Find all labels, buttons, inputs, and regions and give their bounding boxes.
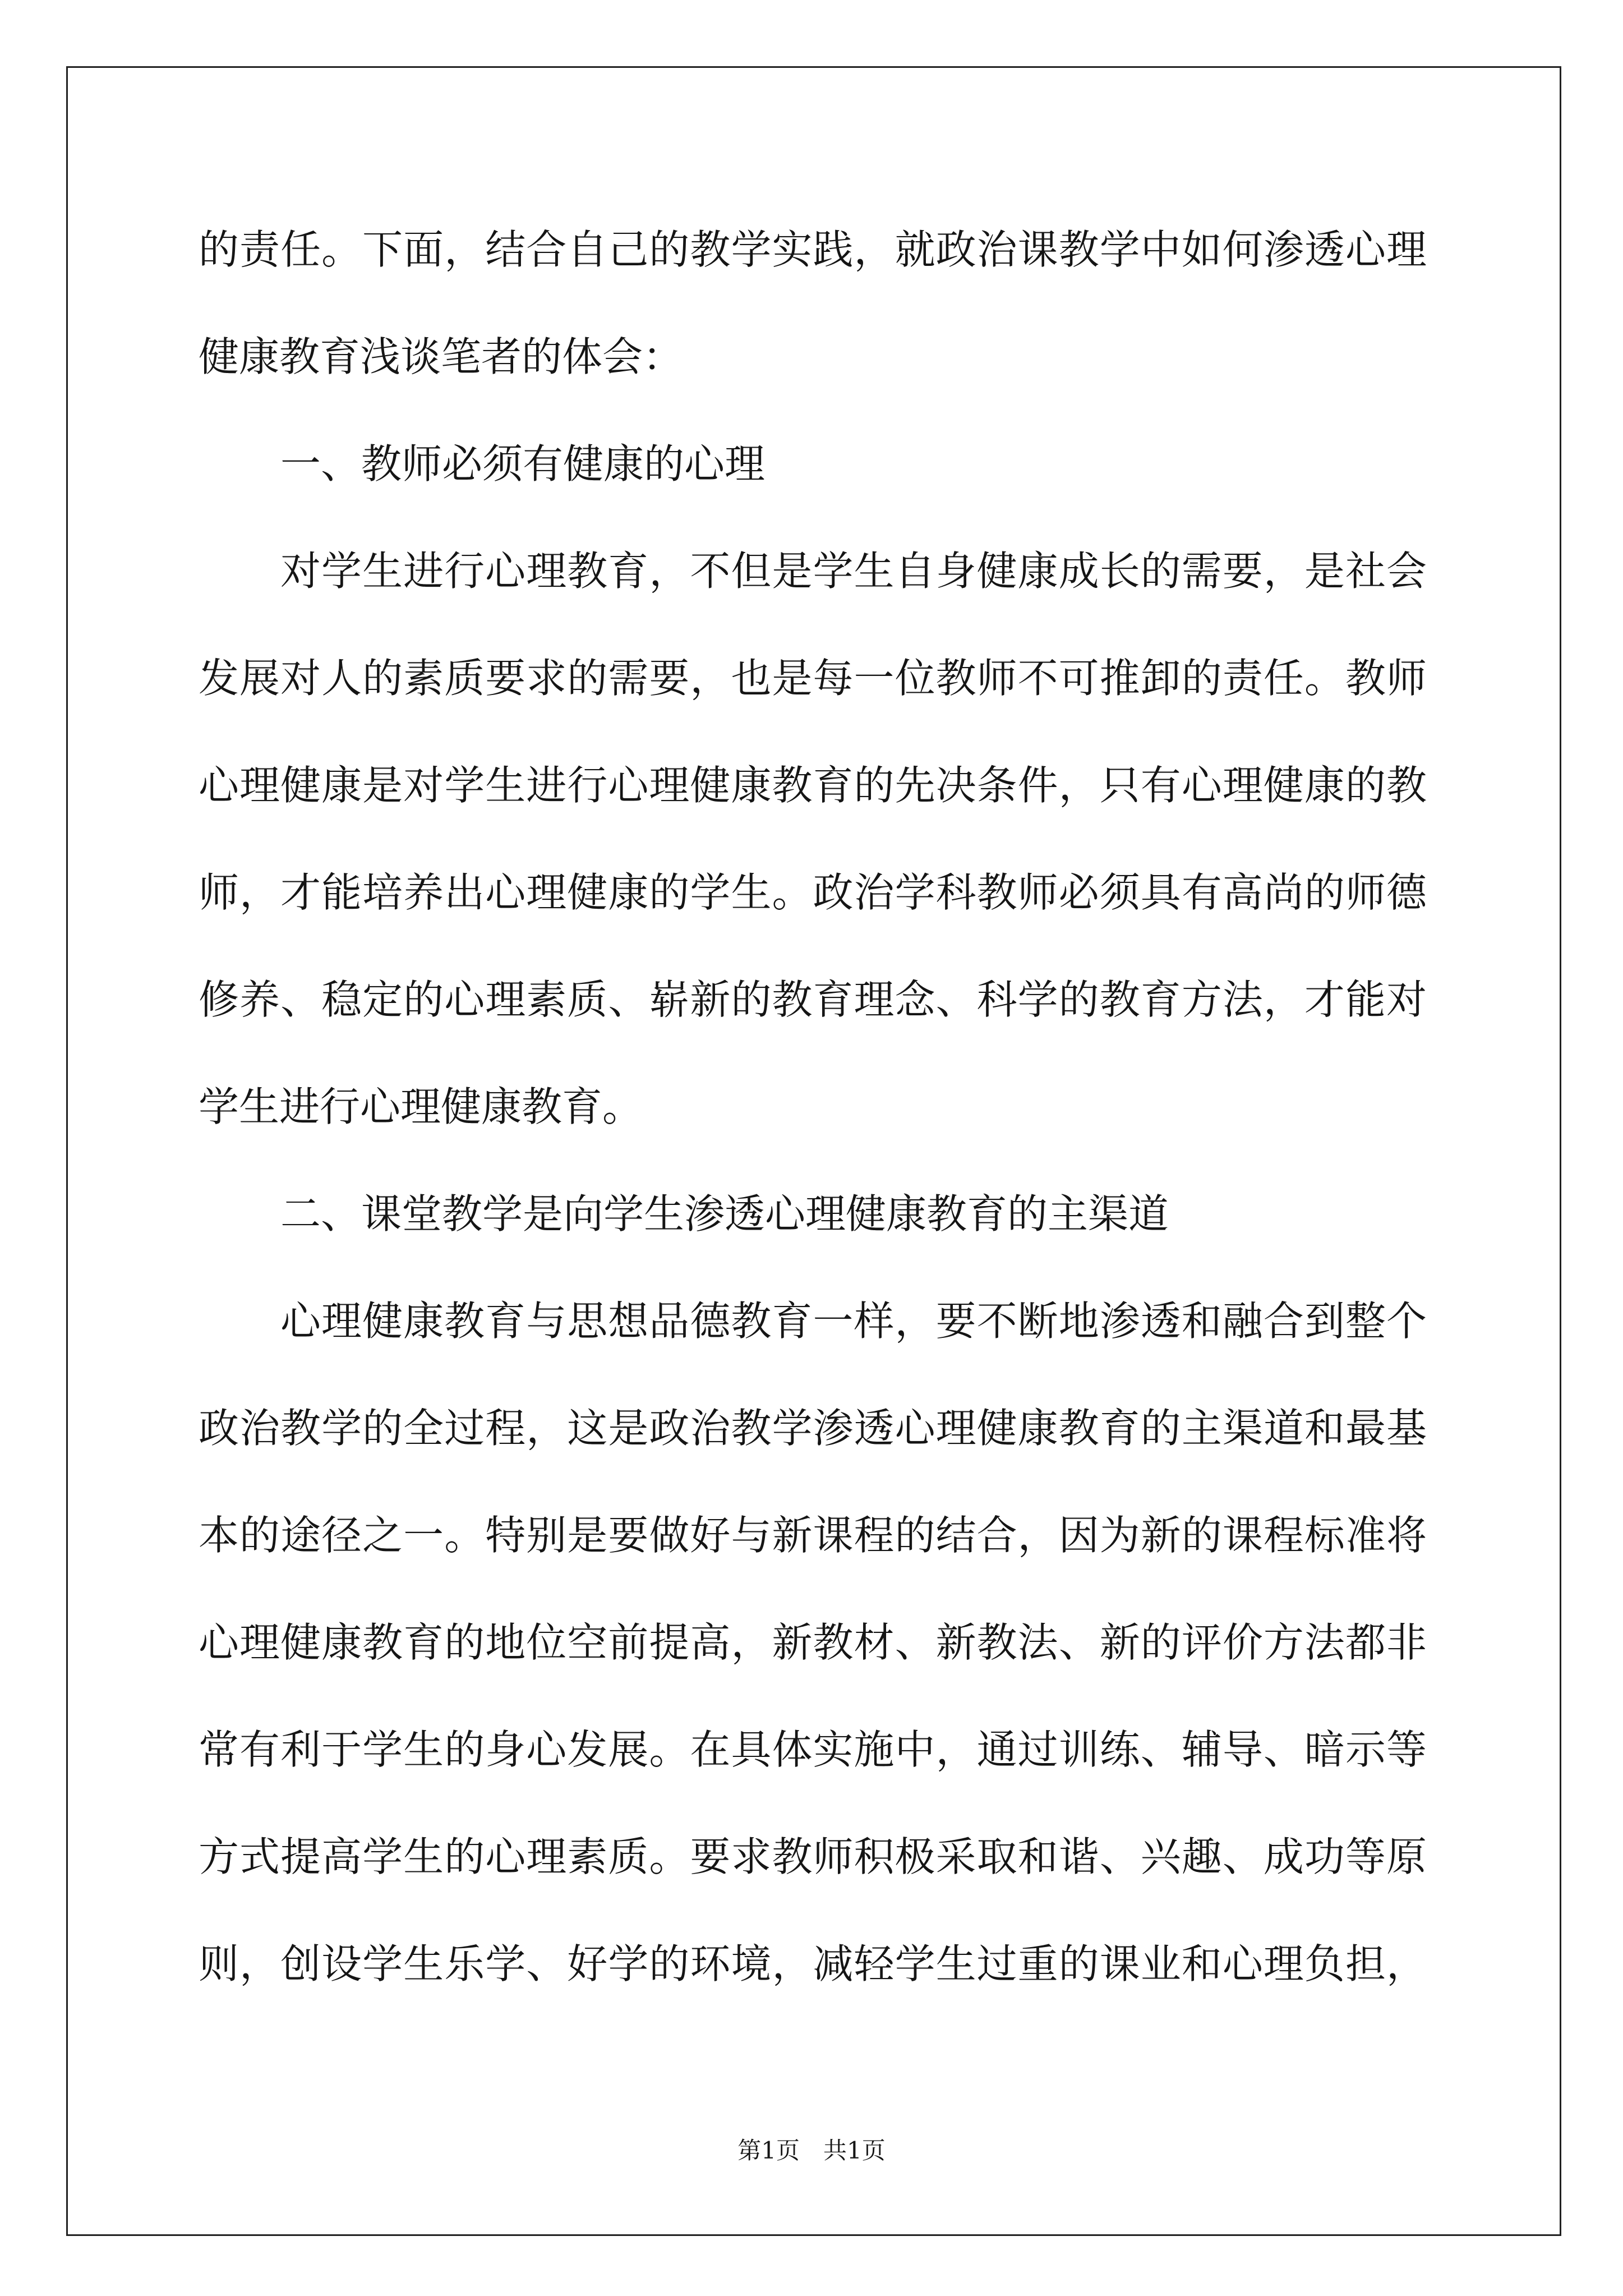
text-line: 发展对人的素质要求的需要，也是每一位教师不可推卸的责任。教师 bbox=[199, 655, 1427, 702]
text-line: 则，创设学生乐学、好学的环境，减轻学生过重的课业和心理负担， bbox=[199, 1940, 1427, 1987]
document-body bbox=[199, 196, 1427, 2018]
text-line: 健康教育浅谈笔者的体会： bbox=[199, 333, 684, 380]
text-line: 心理健康是对学生进行心理健康教育的先决条件，只有心理健康的教 bbox=[199, 762, 1427, 809]
text-line: 常有利于学生的身心发展。在具体实施中，通过训练、辅导、暗示等 bbox=[199, 1726, 1427, 1773]
text-line: 心理健康教育的地位空前提高，新教材、新教法、新的评价方法都非 bbox=[199, 1619, 1427, 1666]
section-heading: 一、教师必须有健康的心理 bbox=[280, 440, 766, 487]
text-line: 对学生进行心理教育，不但是学生自身健康成长的需要，是社会 bbox=[280, 547, 1427, 595]
section-heading: 二、课堂教学是向学生渗透心理健康教育的主渠道 bbox=[280, 1190, 1169, 1237]
page-number-footer: 第1页 共1页 bbox=[737, 2137, 886, 2164]
text-line: 的责任。下面，结合自己的教学实践，就政治课教学中如何渗透心理 bbox=[199, 226, 1427, 273]
text-line: 方式提高学生的心理素质。要求教师积极采取和谐、兴趣、成功等原 bbox=[199, 1833, 1427, 1880]
text-line: 师，才能培养出心理健康的学生。政治学科教师必须具有高尚的师德 bbox=[199, 869, 1427, 916]
text-line: 修养、稳定的心理素质、崭新的教育理念、科学的教育方法，才能对 bbox=[199, 976, 1427, 1023]
text-line: 政治教学的全过程，这是政治教学渗透心理健康教育的主渠道和最基 bbox=[199, 1405, 1427, 1452]
text-line: 心理健康教育与思想品德教育一样，要不断地渗透和融合到整个 bbox=[280, 1297, 1427, 1345]
text-line: 学生进行心理健康教育。 bbox=[199, 1083, 643, 1130]
text-line: 本的途径之一。特别是要做好与新课程的结合，因为新的课程标准将 bbox=[199, 1512, 1427, 1559]
